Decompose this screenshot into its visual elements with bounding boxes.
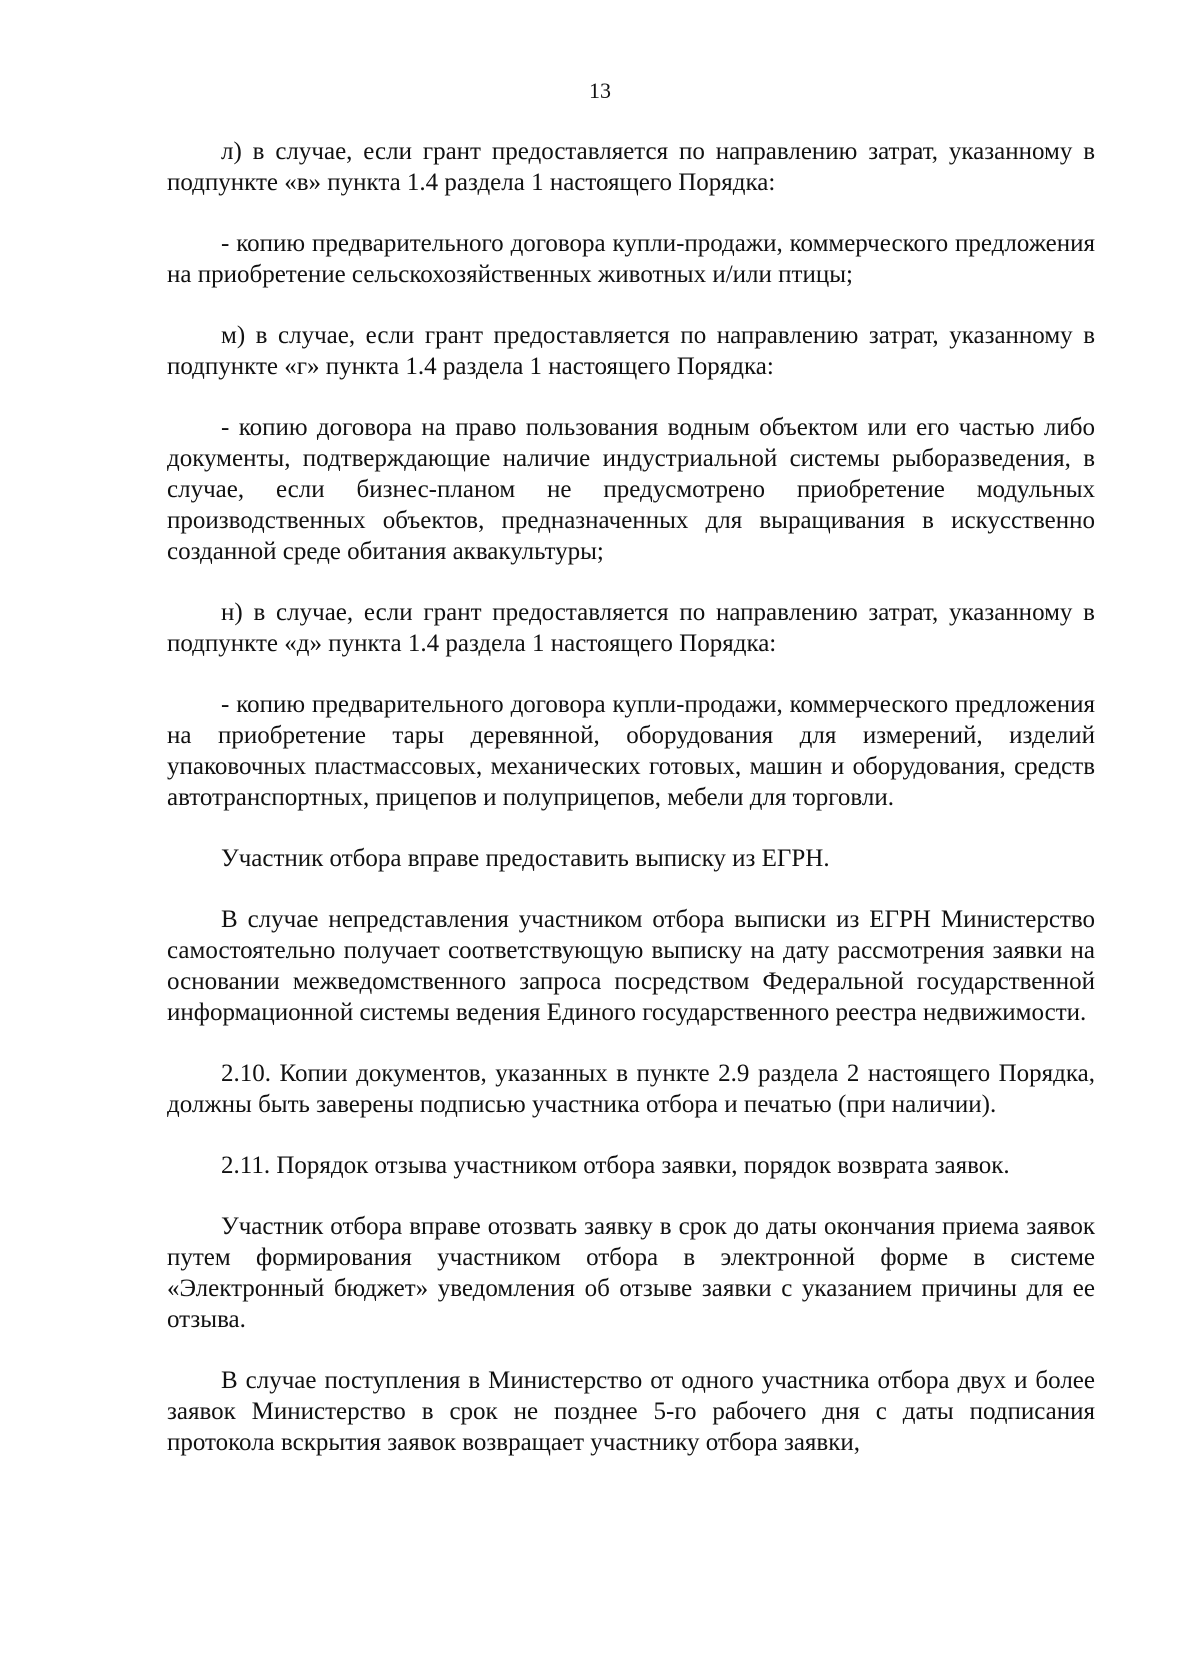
- paragraph-subitem-m-doc: - копию договора на право пользования водным объектом или его частью либо документы, подтверждающие наличие индустриальной системы рыборазведения, в случае, если бизнес-планом не предусмотрено приобретение модульных производственных объектов, предназначенных для выращивания в искусственно созданной среде обитания аквакультуры;: [167, 414, 1095, 565]
- paragraph-subitem-l: л) в случае, если грант предоставляется по направлению затрат, указанному в подпункте «в» пункта 1.4 раздела 1 настоящего Порядка:: [167, 138, 1095, 196]
- paragraph-subitem-m: м) в случае, если грант предоставляется по направлению затрат, указанному в подпункте «г» пункта 1.4 раздела 1 настоящего Порядка:: [167, 322, 1095, 380]
- paragraph-subitem-n: н) в случае, если грант предоставляется по направлению затрат, указанному в подпункте «д» пункта 1.4 раздела 1 настоящего Порядка:: [167, 599, 1095, 657]
- paragraph-egrn-request: В случае непредставления участником отбора выписки из ЕГРН Министерство самостоятельно получает соответствующую выписку на дату рассмотрения заявки на основании межведомственного запроса посредством Федеральной государственной информационной системы ведения Единого государственного реестра недвижимости.: [167, 906, 1095, 1026]
- paragraph-2-10: 2.10. Копии документов, указанных в пункте 2.9 раздела 2 настоящего Порядка, должны быть заверены подписью участника отбора и печатью (при наличии).: [167, 1060, 1095, 1118]
- paragraph-2-11: 2.11. Порядок отзыва участником отбора заявки, порядок возврата заявок.: [221, 1152, 1010, 1179]
- page-number: 13: [589, 78, 611, 103]
- paragraph-duplicate-applications: В случае поступления в Министерство от одного участника отбора двух и более заявок Министерство в срок не позднее 5-го рабочего дня с даты подписания протокола вскрытия заявок возвращает участнику отбора заявки,: [167, 1367, 1095, 1456]
- document-body: [167, 136, 1095, 1488]
- paragraph-subitem-n-doc: - копию предварительного договора купли-продажи, коммерческого предложения на приобретение тары деревянной, оборудования для измерений, изделий упаковочных пластмассовых, механических готовых, машин и оборудования, средств автотранспортных, прицепов и полуприцепов, мебели для торговли.: [167, 691, 1095, 811]
- paragraph-subitem-l-doc: - копию предварительного договора купли-продажи, коммерческого предложения на приобретение сельскохозяйственных животных и/или птицы;: [167, 230, 1095, 288]
- paragraph-withdrawal: Участник отбора вправе отозвать заявку в срок до даты окончания приема заявок путем формирования участником отбора в электронной форме в системе «Электронный бюджет» уведомления об отзыве заявки с указанием причины для ее отзыва.: [167, 1213, 1095, 1333]
- paragraph-egrn-right: Участник отбора вправе предоставить выписку из ЕГРН.: [221, 845, 830, 872]
